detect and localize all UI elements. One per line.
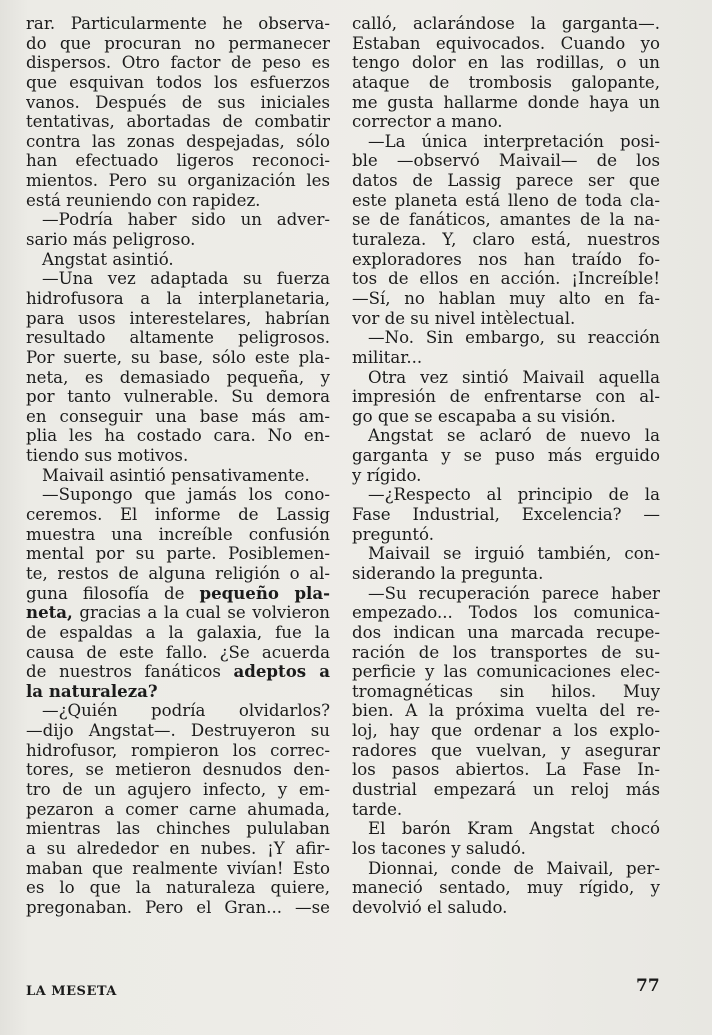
text-line: ataque de trombosis galopante, xyxy=(352,72,660,92)
text-line: ble —observó Maivail— de los xyxy=(352,151,660,171)
text-line: —dijo Angstat—. Destruyeron su xyxy=(26,721,330,741)
text-line: —Podría haber sido un adver- xyxy=(42,210,330,230)
text-line: —La única interpretación posi- xyxy=(368,131,660,151)
text-line: los tacones y saludó. xyxy=(352,838,526,858)
page-number: 77 xyxy=(636,976,660,996)
text-line: —Su recuperación parece haber xyxy=(368,583,660,603)
text-line: siderando la pregunta. xyxy=(352,563,544,583)
text-line: maneció sentado, muy rígido, y xyxy=(352,878,660,898)
text-line: tromagnéticas sin hilos. Muy xyxy=(352,681,660,701)
text-line: para usos interestelares, habrían xyxy=(26,308,330,328)
text-line: tiendo sus motivos. xyxy=(26,446,189,466)
text-line: tarde. xyxy=(352,799,403,819)
text-line: vor de su nivel intèlectual. xyxy=(352,308,576,328)
text-line: calló, aclarándose la garganta—. xyxy=(352,14,660,33)
text-line: a su alrededor en nubes. ¡Y afir- xyxy=(26,838,330,858)
text-line: ceremos. El informe de Lassig xyxy=(26,505,330,525)
text-line: me gusta hallarme donde haya un xyxy=(352,92,660,112)
text-line: Angstat asintió. xyxy=(42,249,174,269)
text-line: tores, se metieron desnudos den- xyxy=(26,760,330,780)
text-line: —¿Quién podría olvidarlos? xyxy=(42,701,330,721)
text-line: hidrofusora a la interplanetaria, xyxy=(26,288,330,308)
text-line: en conseguir una base más am- xyxy=(26,406,330,426)
text-line: —Sí, no hablan muy alto en fa- xyxy=(352,288,660,308)
text-line: go que se escapaba a su visión. xyxy=(352,406,616,426)
text-line: datos de Lassig parece ser que xyxy=(352,171,660,191)
text-line: sario más peligroso. xyxy=(26,230,196,250)
text-line: los pasos abiertos. La Fase In- xyxy=(352,760,660,780)
text-line: Fase Industrial, Excelencia? — xyxy=(352,505,660,525)
text-line: tro de un agujero infecto, y em- xyxy=(26,779,330,799)
text-line: que esquivan todos los esfuerzos xyxy=(26,72,330,92)
text-line: impresión de enfrentarse con al- xyxy=(352,387,660,407)
text-line: guna filosofía de pequeño pla- xyxy=(26,583,330,603)
text-line: loj, hay que ordenar a los explo- xyxy=(352,721,660,741)
text-line: Maivail asintió pensativamente. xyxy=(42,465,310,485)
text-line: rar. Particularmente he observa- xyxy=(26,14,330,33)
text-line: se de fanáticos, amantes de la na- xyxy=(352,210,660,230)
text-line: hidrofusor, rompieron los correc- xyxy=(26,740,330,760)
text-line: resultado altamente peligrosos. xyxy=(26,328,330,348)
text-line: —No. Sin embargo, su reacción xyxy=(368,328,660,348)
text-line: muestra una increíble confusión xyxy=(26,524,330,544)
text-line: tengo dolor en las rodillas, o un xyxy=(352,53,660,73)
text-line: pregonaban. Pero el Gran... —se xyxy=(26,897,330,917)
text-line: El barón Kram Angstat chocó xyxy=(368,819,660,839)
text-line: tos de ellos en acción. ¡Increíble! xyxy=(352,269,660,289)
text-line: —Una vez adaptada su fuerza xyxy=(42,269,330,289)
text-line: ración de los transportes de su- xyxy=(352,642,660,662)
text-line: perficie y las comunicaciones elec- xyxy=(352,662,660,682)
text-line: turaleza. Y, claro está, nuestros xyxy=(352,230,660,250)
text-line: han efectuado ligeros reconoci- xyxy=(26,151,330,171)
text-line: de espaldas a la galaxia, fue la xyxy=(26,622,330,642)
text-line: —¿Respecto al principio de la xyxy=(368,485,660,505)
text-line: es lo que la naturaleza quiere, xyxy=(26,878,330,898)
text-line: mientos. Pero su organización les xyxy=(26,171,330,191)
text-line: preguntó. xyxy=(352,524,435,544)
text-line: pezaron a comer carne ahumada, xyxy=(26,799,330,819)
text-line: tentativas, abortadas de combatir xyxy=(26,112,330,132)
text-line: vanos. Después de sus iniciales xyxy=(26,92,330,112)
text-line: Estaban equivocados. Cuando yo xyxy=(352,33,660,53)
text-line: exploradores nos han traído fo- xyxy=(352,249,660,269)
text-line: devolvió el saludo. xyxy=(352,897,508,917)
text-line: te, restos de alguna religión o al- xyxy=(26,563,330,583)
text-line: Dionnai, conde de Maivail, per- xyxy=(368,858,660,878)
text-line: Angstat se aclaró de nuevo la xyxy=(368,426,660,446)
text-line: bien. A la próxima vuelta del re- xyxy=(352,701,660,721)
text-column-left xyxy=(26,14,330,917)
text-line: do que procuran no permanecer xyxy=(26,33,330,53)
text-line: causa de este fallo. ¿Se acuerda xyxy=(26,642,330,662)
text-line: neta, es demasiado pequeña, y xyxy=(26,367,330,387)
text-line: Otra vez sintió Maivail aquella xyxy=(368,367,660,387)
text-line: —Supongo que jamás los cono- xyxy=(42,485,330,505)
text-line: plia les ha costado cara. No en- xyxy=(26,426,330,446)
text-line: de nuestros fanáticos adeptos a xyxy=(26,662,330,682)
text-line: este planeta está lleno de toda cla- xyxy=(352,190,660,210)
text-line: empezado... Todos los comunica- xyxy=(352,603,660,623)
text-line: Por suerte, su base, sólo este pla- xyxy=(26,347,330,367)
text-line: por tanto vulnerable. Su demora xyxy=(26,387,330,407)
text-line: está reuniendo con rapidez. xyxy=(26,190,261,210)
text-line: maban que realmente vivían! Esto xyxy=(26,858,330,878)
text-line: y rígido. xyxy=(352,465,422,485)
text-line: neta, gracias a la cual se volvieron xyxy=(26,603,330,623)
text-line: Maivail se irguió también, con- xyxy=(368,544,660,564)
text-line: dustrial empezará un reloj más xyxy=(352,779,660,799)
text-line: la naturaleza? xyxy=(26,681,158,701)
text-line: contra las zonas despejadas, sólo xyxy=(26,131,330,151)
text-line: dos indican una marcada recupe- xyxy=(352,622,660,642)
running-title: LA MESETA xyxy=(26,984,117,999)
text-line: mental por su parte. Posiblemen- xyxy=(26,544,330,564)
text-line: mientras las chinches pululaban xyxy=(26,819,330,839)
text-line: garganta y se puso más erguido xyxy=(352,446,660,466)
text-line: dispersos. Otro factor de peso es xyxy=(26,53,330,73)
text-line: corrector a mano. xyxy=(352,112,503,132)
text-column-right xyxy=(352,14,660,917)
text-line: militar... xyxy=(352,347,423,367)
text-line: radores que vuelvan, y asegurar xyxy=(352,740,660,760)
